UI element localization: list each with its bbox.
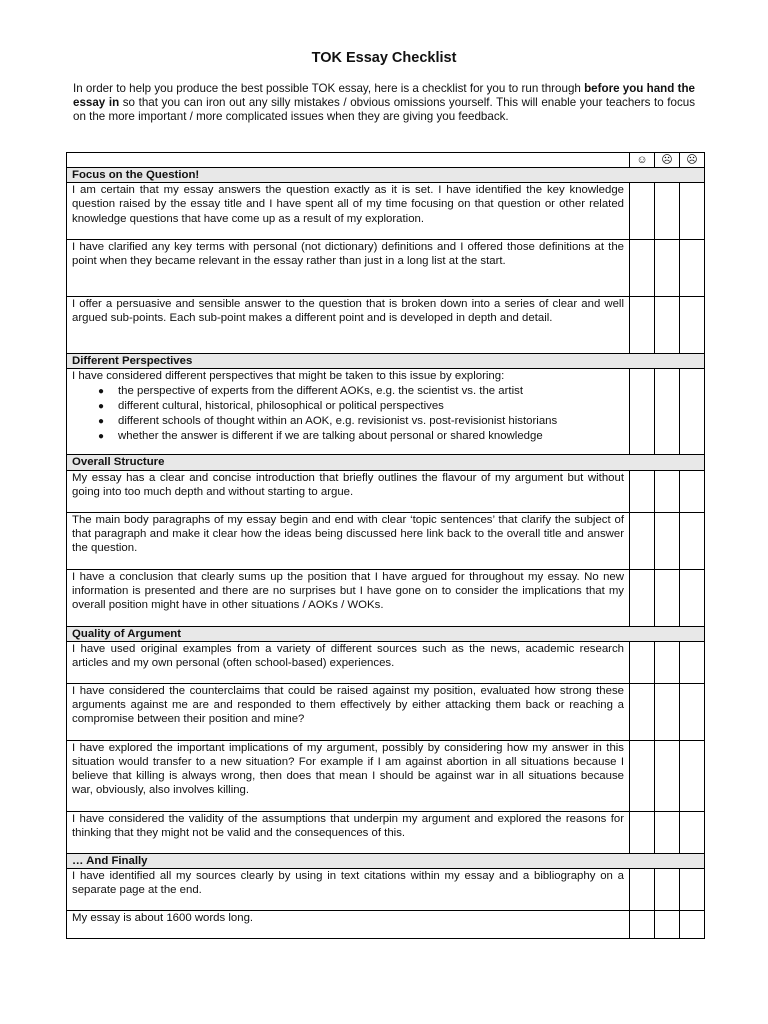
- checklist-row: [67, 740, 705, 811]
- checklist-item-text: The main body paragraphs of my essay begin and end with clear ‘topic sentences’ that clarify the subject of that paragraph and make it clear how the ideas being discussed here link back to the overall title and answer the question.: [67, 512, 630, 569]
- tick-box-poor[interactable]: [680, 569, 705, 626]
- checklist-table: [66, 152, 705, 939]
- neutral-face-icon: ☹: [655, 153, 680, 168]
- checklist-item-text: I have identified all my sources clearly by using in text citations within my essay and a bibliography on a separate page at the end.: [67, 869, 630, 911]
- tick-box-poor[interactable]: [680, 740, 705, 811]
- tick-box-neutral[interactable]: [655, 183, 680, 240]
- checklist-row: [67, 683, 705, 740]
- list-item: ● different schools of thought within an AOK, e.g. revisionist vs. post-revisionist historians: [98, 414, 558, 427]
- tick-box-poor[interactable]: [680, 297, 705, 354]
- tick-box-poor[interactable]: [680, 240, 705, 297]
- checklist-item-text: I have used original examples from a variety of different sources such as the news, academic research articles and my own personal (often school-based) experiences.: [67, 641, 630, 683]
- bullet-icon: ●: [98, 400, 105, 412]
- section-heading-row: [67, 354, 705, 369]
- tick-box-poor[interactable]: [680, 683, 705, 740]
- page-title: TOK Essay Checklist: [311, 50, 457, 66]
- smiley-face-icon: ☺: [630, 153, 655, 168]
- list-item: ● the perspective of experts from the different AOKs, e.g. the scientist vs. the artist: [98, 384, 523, 397]
- checklist-row: [67, 470, 705, 512]
- section-heading: Focus on the Question!: [67, 168, 705, 183]
- tick-box-poor[interactable]: [680, 183, 705, 240]
- checklist-item-text: I have a conclusion that clearly sums up the position that I have argued for throughout my essay. No new information is presented and there are no surprises but I have gone on to consider the implications that my overall position might have in other situations / AOKs / WOKs.: [67, 569, 630, 626]
- tick-box-neutral[interactable]: [655, 869, 680, 911]
- list-item: ● different cultural, historical, philosophical or political perspectives: [98, 399, 444, 412]
- tick-box-neutral[interactable]: [655, 470, 680, 512]
- tick-box-good[interactable]: [630, 369, 655, 455]
- list-item: ● whether the answer is different if we are talking about personal or shared knowledge: [98, 429, 543, 442]
- checklist-item-text: My essay is about 1600 words long.: [67, 911, 630, 939]
- intro-text-start: In order to help you produce the best possible TOK essay, here is a checklist for you to run through: [73, 82, 585, 95]
- tick-box-good[interactable]: [630, 641, 655, 683]
- checklist-row: [67, 641, 705, 683]
- checklist-item-text: My essay has a clear and concise introduction that briefly outlines the flavour of my argument but without going into too much depth and without starting to argue.: [67, 470, 630, 512]
- section-heading-row: [67, 853, 705, 868]
- bullet-icon: ●: [98, 415, 105, 427]
- checklist-item-text: I have considered the validity of the assumptions that underpin my argument and explored the reasons for thinking that they might not be valid and the consequences of this.: [67, 811, 630, 853]
- section-heading: Overall Structure: [67, 455, 705, 470]
- tick-box-good[interactable]: [630, 470, 655, 512]
- tick-box-neutral[interactable]: [655, 297, 680, 354]
- tick-box-neutral[interactable]: [655, 740, 680, 811]
- frown-face-icon: ☹: [680, 153, 705, 168]
- tick-box-neutral[interactable]: [655, 240, 680, 297]
- checklist-row: [67, 183, 705, 240]
- intro-text-end: so that you can iron out any silly mistakes / obvious omissions yourself. This will enable your teachers to focus on the more important / more complicated issues when they are giving you feedback.: [73, 96, 695, 124]
- checklist-row: [67, 811, 705, 853]
- checklist-item-text: [67, 369, 630, 455]
- section-heading-row: [67, 168, 705, 183]
- checklist-row: [67, 240, 705, 297]
- section-heading: … And Finally: [67, 853, 705, 868]
- checklist-item-text: I have explored the important implications of my argument, possibly by considering how my answer in this situation would transfer to a new situation? For example if I am against abortion in all situations because I believe that killing is always wrong, then does that mean I should be against war in all situations because war, obviously, also involves killing.: [67, 740, 630, 811]
- tick-box-poor[interactable]: [680, 869, 705, 911]
- tick-box-good[interactable]: [630, 869, 655, 911]
- bullet-icon: ●: [98, 430, 105, 442]
- checklist-item-text: I have clarified any key terms with personal (not dictionary) definitions and I offered those definitions at the point when they became relevant in the essay rather than just in a long list at the start.: [67, 240, 630, 297]
- perspectives-intro: I have considered different perspectives that might be taken to this issue by exploring:: [72, 370, 505, 383]
- tick-box-neutral[interactable]: [655, 811, 680, 853]
- tick-box-good[interactable]: [630, 297, 655, 354]
- checklist-row: [67, 369, 705, 455]
- tick-box-good[interactable]: [630, 240, 655, 297]
- checklist-item-text: I offer a persuasive and sensible answer to the question that is broken down into a series of clear and well argued sub-points. Each sub-point makes a different point and is developed in depth and detail.: [67, 297, 630, 354]
- section-heading-row: [67, 455, 705, 470]
- tick-box-good[interactable]: [630, 911, 655, 939]
- tick-box-good[interactable]: [630, 740, 655, 811]
- tick-box-good[interactable]: [630, 811, 655, 853]
- bullet-icon: ●: [98, 385, 105, 397]
- tick-box-good[interactable]: [630, 683, 655, 740]
- tick-box-neutral[interactable]: [655, 569, 680, 626]
- checklist-row: [67, 512, 705, 569]
- tick-box-poor[interactable]: [680, 369, 705, 455]
- header-row: [67, 153, 705, 168]
- tick-box-poor[interactable]: [680, 641, 705, 683]
- checklist-row: [67, 869, 705, 911]
- tick-box-neutral[interactable]: [655, 641, 680, 683]
- tick-box-neutral[interactable]: [655, 911, 680, 939]
- intro-paragraph: [73, 82, 695, 125]
- checklist-item-text: I have considered the counterclaims that could be raised against my position, evaluated how strong these arguments against me are and responded to them effectively by either attacking them back or reaching a compromise between their position and mine?: [67, 683, 630, 740]
- checklist-item-text: I am certain that my essay answers the question exactly as it is set. I have identified the key knowledge question raised by the essay title and I have spent all of my time focusing on that question or other related knowledge questions that have come up as a result of my exploration.: [67, 183, 630, 240]
- tick-box-poor[interactable]: [680, 811, 705, 853]
- tick-box-neutral[interactable]: [655, 512, 680, 569]
- tick-box-good[interactable]: [630, 183, 655, 240]
- tick-box-neutral[interactable]: [655, 369, 680, 455]
- section-heading-row: [67, 626, 705, 641]
- intro-text-bold: before you hand the essay in: [73, 82, 695, 110]
- tick-box-poor[interactable]: [680, 512, 705, 569]
- tick-box-neutral[interactable]: [655, 683, 680, 740]
- section-heading: Quality of Argument: [67, 626, 705, 641]
- checklist-row: [67, 911, 705, 939]
- tick-box-good[interactable]: [630, 512, 655, 569]
- tick-box-good[interactable]: [630, 569, 655, 626]
- checklist-row: [67, 297, 705, 354]
- tick-box-poor[interactable]: [680, 911, 705, 939]
- checklist-row: [67, 569, 705, 626]
- section-heading: Different Perspectives: [67, 354, 705, 369]
- tick-box-poor[interactable]: [680, 470, 705, 512]
- header-blank-cell: [67, 153, 630, 168]
- perspectives-list: [72, 384, 624, 444]
